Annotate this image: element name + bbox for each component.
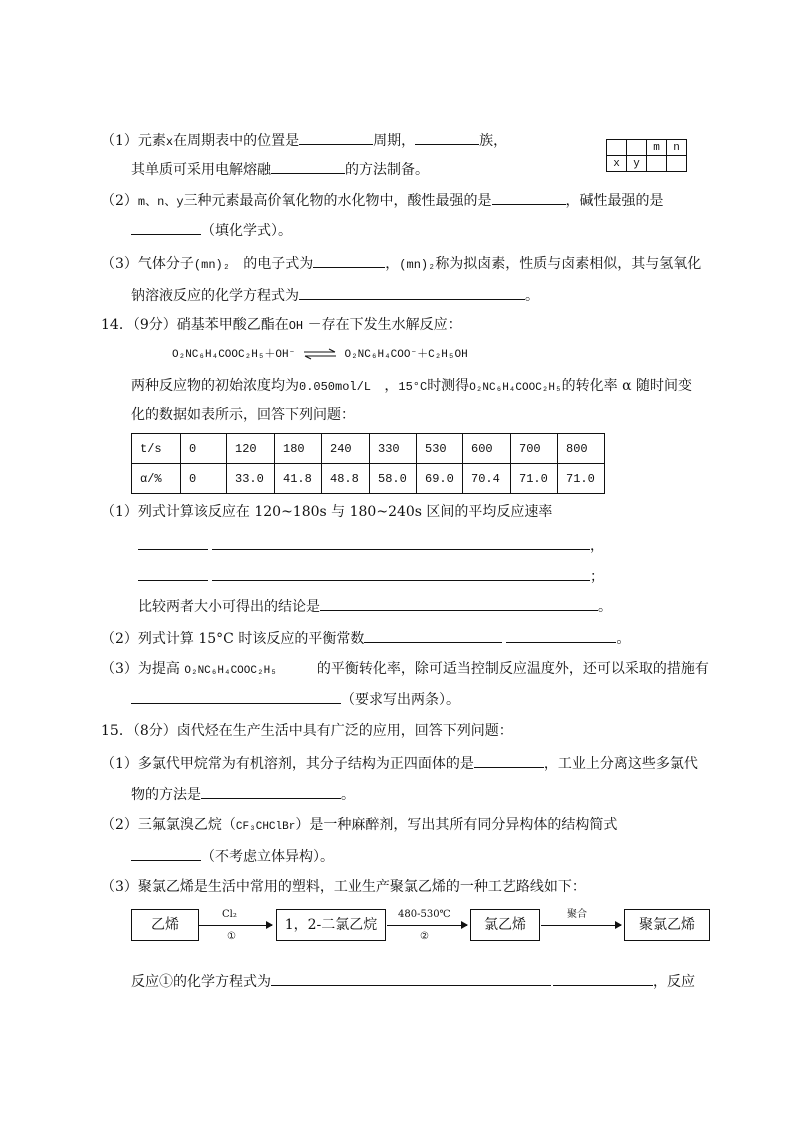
q15-heading: 15．（8分）卤代烃在生产生活中具有广泛的应用，回答下列问题： — [101, 723, 513, 739]
q14-1-answer-line2: ； — [138, 566, 604, 587]
q15-3: （3）聚氯乙烯是生活中常用的塑料，工业生产聚氯乙烯的一种工艺路线如下： — [101, 879, 586, 895]
periodic-table-fragment — [606, 139, 687, 172]
table-header: 530 — [417, 434, 463, 464]
answer-blank[interactable] — [271, 159, 345, 174]
q13-2-line1: （2）m、n、y三种元素最高价氧化物的水化物中，酸性最强的是 ，碱性最强的是 — [101, 190, 664, 212]
grid-cell: x — [607, 156, 627, 172]
grid-cell — [667, 156, 687, 172]
q15-2-line1: （2）三氟氯溴乙烷（CF₃CHClBr）是一种麻醉剂，写出其所有同分异构体的结构简式 — [101, 817, 618, 833]
q13-1-line2: 其单质可采用电解熔融 的方法制备。 — [131, 159, 429, 180]
flow-condition-polymerize: 聚合 — [567, 909, 587, 920]
table-cell: 58.0 — [370, 464, 417, 494]
table-row — [132, 464, 605, 494]
q14-1-answer-line1: ， — [138, 535, 604, 556]
conversion-table — [131, 433, 605, 494]
answer-blank[interactable] — [313, 253, 385, 268]
flow-arrow-icon — [387, 925, 467, 926]
grid-cell — [627, 140, 647, 156]
answer-blank[interactable] — [320, 596, 598, 611]
table-cell: α/% — [132, 464, 181, 494]
table-header: 800 — [558, 434, 605, 464]
answer-blank[interactable] — [212, 535, 590, 550]
answer-blank[interactable] — [271, 971, 551, 986]
flow-condition-temp: 480-530℃ — [398, 909, 451, 920]
grid-cell: y — [627, 156, 647, 172]
q15-3-equation: 反应①的化学方程式为 ，反应 — [131, 971, 695, 992]
grid-cell — [607, 140, 627, 156]
table-cell: 71.0 — [558, 464, 605, 494]
answer-blank[interactable] — [138, 566, 208, 581]
table-header: 180 — [275, 434, 322, 464]
answer-blank[interactable] — [131, 220, 201, 235]
flow-step-2: ② — [420, 931, 429, 942]
table-cell: 48.8 — [322, 464, 370, 494]
q14-1: （1）列式计算该反应在 120~180s 与 180~240s 区间的平均反应速率 — [101, 504, 553, 520]
answer-blank[interactable] — [201, 784, 341, 799]
table-cell: 70.4 — [463, 464, 511, 494]
answer-blank[interactable] — [506, 628, 616, 643]
flow-reagent-cl2: Cl₂ — [222, 909, 237, 920]
flow-box-dichloroethane: 1，2-二氯乙烷 — [276, 909, 386, 941]
answer-blank[interactable] — [299, 285, 525, 300]
answer-blank[interactable] — [131, 846, 201, 861]
q13-1-line1: （1）元素x在周期表中的位置是 周期， 族， — [101, 130, 507, 152]
hydrolysis-equation: O₂NC₆H₄COOC₂H₅＋OH⁻ O₂NC₆H₄COO⁻＋C₂H₅OH — [172, 349, 468, 361]
answer-blank[interactable] — [138, 535, 208, 550]
q14-heading: 14．（9分）硝基苯甲酸乙酯在OH －存在下发生水解反应： — [101, 317, 462, 333]
flow-box-pvc: 聚氯乙烯 — [624, 909, 710, 941]
table-cell: 71.0 — [511, 464, 558, 494]
answer-blank[interactable] — [131, 689, 341, 704]
table-cell: 33.0 — [227, 464, 275, 494]
answer-blank[interactable] — [492, 190, 566, 205]
q15-1-line2: 物的方法是 。 — [131, 784, 355, 805]
flow-step-1: ① — [227, 931, 236, 942]
grid-cell: n — [667, 140, 687, 156]
answer-blank[interactable] — [474, 753, 544, 768]
grid-cell: m — [647, 140, 667, 156]
q14-1-conclusion: 比较两者大小可得出的结论是 。 — [138, 596, 612, 617]
answer-blank[interactable] — [364, 628, 502, 643]
answer-blank[interactable] — [212, 566, 590, 581]
table-header: 120 — [227, 434, 275, 464]
q15-2-line2: （不考虑立体异构）。 — [131, 846, 334, 867]
table-row — [132, 434, 605, 464]
answer-blank[interactable] — [415, 130, 479, 145]
table-cell: 41.8 — [275, 464, 322, 494]
answer-blank[interactable] — [553, 971, 653, 986]
equilibrium-arrow-icon — [302, 348, 338, 360]
table-header: 700 — [511, 434, 558, 464]
q14-intro-line1: 两种反应物的初始浓度均为0.050mol/L ，15°C时测得O₂NC₆H₄COOC₂H₅的转化率 α 随时间变 — [131, 378, 692, 394]
table-cell: 69.0 — [417, 464, 463, 494]
q13-3-line1: （3）气体分子(mn)₂ 的电子式为 ，(mn)₂称为拟卤素，性质与卤素相似，其与氢氧化 — [101, 253, 701, 275]
table-header: 0 — [181, 434, 227, 464]
table-header: t/s — [132, 434, 181, 464]
flow-box-vinyl-chloride: 氯乙烯 — [470, 909, 540, 941]
flow-arrow-icon — [541, 925, 621, 926]
table-header: 330 — [370, 434, 417, 464]
q13-2-line2: （填化学式）。 — [131, 220, 292, 241]
answer-blank[interactable] — [299, 130, 373, 145]
grid-cell — [647, 156, 667, 172]
table-cell: 0 — [181, 464, 227, 494]
flow-box-ethylene: 乙烯 — [131, 909, 199, 941]
q13-3-line2: 钠溶液反应的化学方程式为 。 — [131, 285, 539, 306]
flow-arrow-icon — [199, 925, 272, 926]
q14-3-line2: （要求写出两条）。 — [131, 689, 460, 710]
q15-1-line1: （1）多氯代甲烷常为有机溶剂，其分子结构为正四面体的是 ，工业上分离这些多氯代 — [101, 753, 698, 774]
table-header: 600 — [463, 434, 511, 464]
q14-3-line1: （3）为提高 O₂NC₆H₄COOC₂H₅ 的平衡转化率，除可适当控制反应温度外，还可以采取的措施有 — [101, 661, 709, 677]
table-header: 240 — [322, 434, 370, 464]
q14-2: （2）列式计算 15°C 时该反应的平衡常数 。 — [101, 628, 630, 649]
q14-intro-line2: 化的数据如表所示，回答下列问题： — [131, 407, 355, 423]
